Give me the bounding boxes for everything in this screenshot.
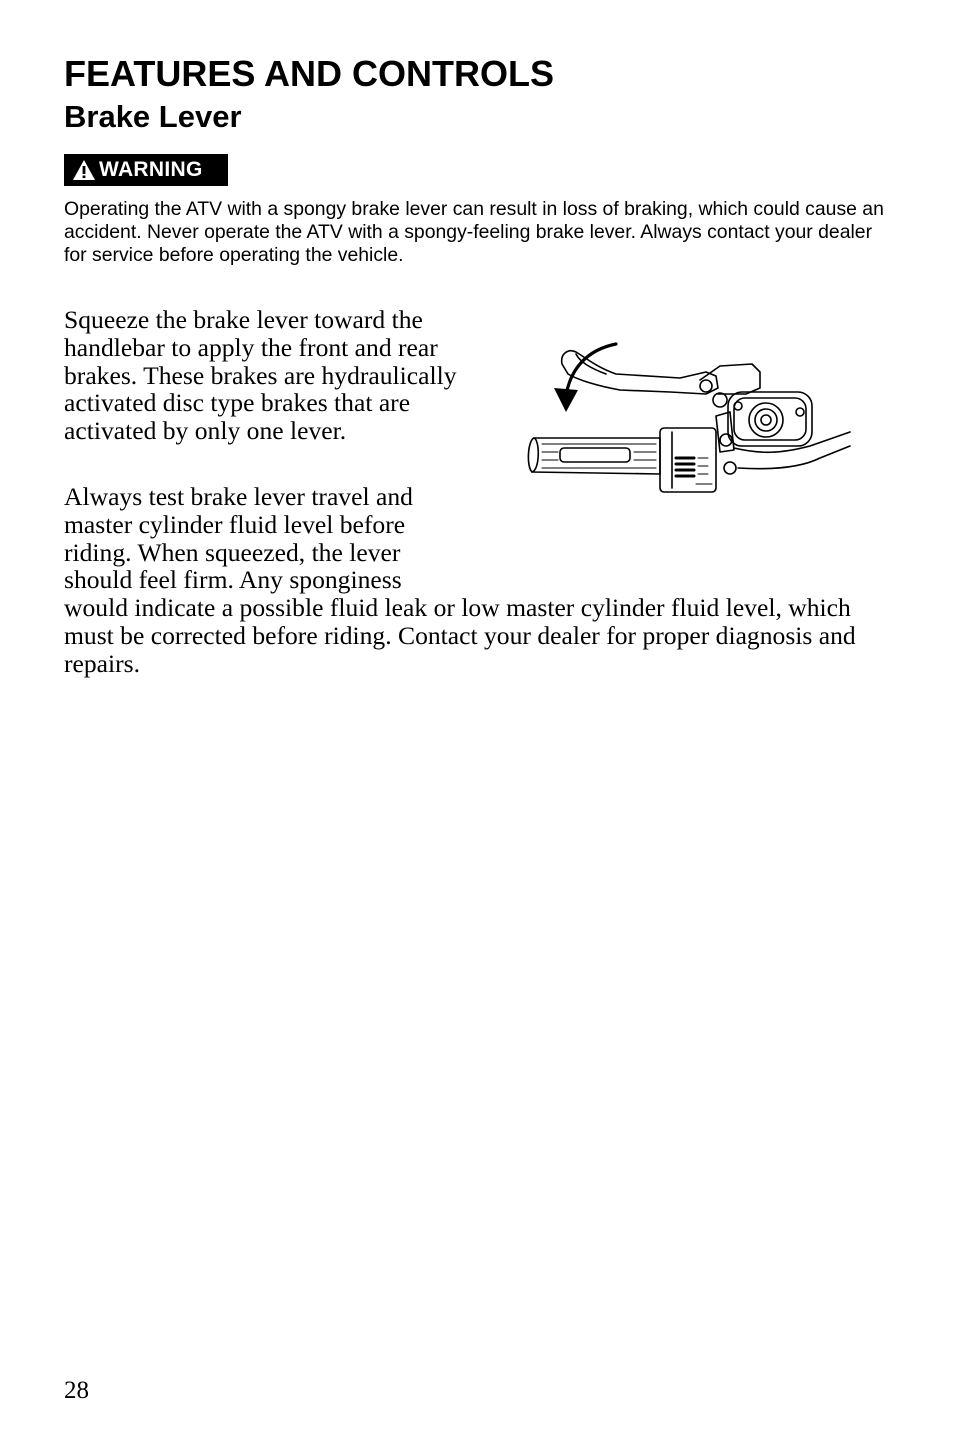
paragraph-line: should feel firm. Any sponginess (64, 565, 402, 595)
warning-label: WARNING (99, 158, 203, 181)
section-title: FEATURES AND CONTROLS (64, 53, 554, 94)
warning-triangle-icon (72, 159, 99, 181)
subsection-title: Brake Lever (64, 99, 242, 134)
paragraph-brake-usage: Squeeze the brake lever toward the handlebar to apply the front and rear brakes. These brakes are hydraulically activated disc type brakes that are activated by only one lever. (64, 305, 457, 446)
paragraph-brake-test-continued: would indicate a possible fluid leak or low master cylinder fluid level, which must be corrected before riding. Contact your dealer for proper diagnosis and repairs. (64, 593, 856, 678)
warning-text: Operating the ATV with a spongy brake lever can result in loss of braking, which could cause an accident. Never operate the ATV with a spongy-feeling brake lever. Always contact your dealer for service before operating the vehicle. (64, 198, 884, 266)
page-number: 28 (64, 1377, 89, 1404)
warning-badge (64, 154, 228, 186)
paragraph-line: master cylinder fluid level before (64, 509, 406, 539)
paragraph-brake-test (64, 483, 464, 594)
paragraph-line: riding. When squeezed, the lever (64, 537, 401, 567)
brake-lever-illustration (520, 336, 856, 506)
paragraph-line: Always test brake lever travel and (64, 482, 413, 511)
